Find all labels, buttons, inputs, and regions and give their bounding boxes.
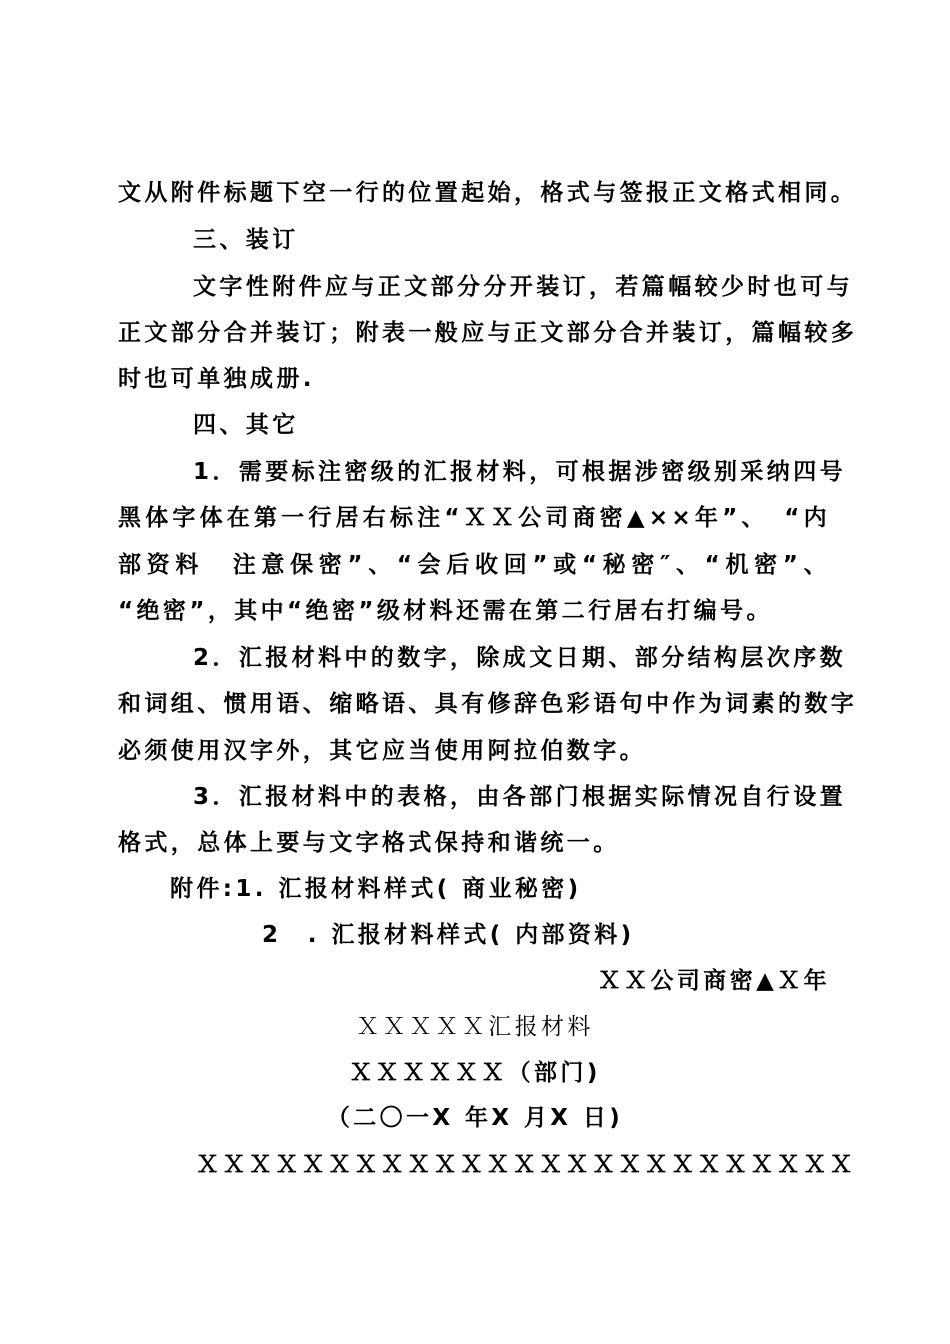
paragraph-line: 文从附件标题下空一行的位置起始，格式与签报正文格式相同。 (118, 180, 858, 206)
placeholder-x-line: ＸＸＸＸＸＸＸＸＸＸＸＸＸＸＸＸＸＸＸＸＸＸＸＸＸ (196, 1152, 856, 1178)
paragraph-line: 黑体字体在第一行居右标注“ＸＸ公司商密▲××年”、 “内 (118, 505, 830, 531)
paragraph-line: 正文部分合并装订；附表一般应与正文部分合并装订，篇幅较多 (118, 320, 858, 346)
paragraph-line: 文字性附件应与正文部分分开装订，若篇幅较少时也可与 (193, 274, 853, 300)
paragraph-line: “绝密”，其中“绝密”级材料还需在第二行居右打编号。 (118, 598, 773, 624)
section-heading-other: 四、其它 (193, 412, 299, 438)
paragraph-line: 必须使用汉字外，其它应当使用阿拉伯数字。 (118, 738, 646, 764)
attachment-item-1: 附件:1. 汇报材料样式( 商业秘密) (170, 876, 582, 902)
paragraph-line: 3．汇报材料中的表格，由各部门根据实际情况自行设置 (193, 784, 847, 810)
paragraph-line: 和词组、惯用语、缩略语、具有修辞色彩语句中作为词素的数字 (118, 691, 858, 717)
paragraph-line: 格式，总体上要与文字格式保持和谐统一。 (118, 830, 620, 856)
paragraph-line: 1．需要标注密级的汇报材料，可根据涉密级别采纳四号 (193, 459, 847, 485)
paragraph-line: 部资料 注意保密”、“会后收回”或“秘密″、“机密”、 (118, 552, 830, 578)
section-heading-binding: 三、装订 (193, 227, 299, 253)
sample-department: ＸＸＸＸＸＸ（部门) (349, 1060, 601, 1086)
paragraph-line: 时也可单独成册. (118, 366, 315, 392)
sample-date: （二〇一X 年X 月X 日) (326, 1105, 624, 1131)
paragraph-line: 2．汇报材料中的数字，除成文日期、部分结构层次序数 (193, 645, 847, 671)
sample-title: ＸＸＸＸＸ汇报材料 (356, 1014, 594, 1040)
secret-mark: ＸＸ公司商密▲Ｘ年 (597, 968, 830, 994)
attachment-item-2: 2 . 汇报材料样式( 内部资料) (262, 922, 635, 948)
